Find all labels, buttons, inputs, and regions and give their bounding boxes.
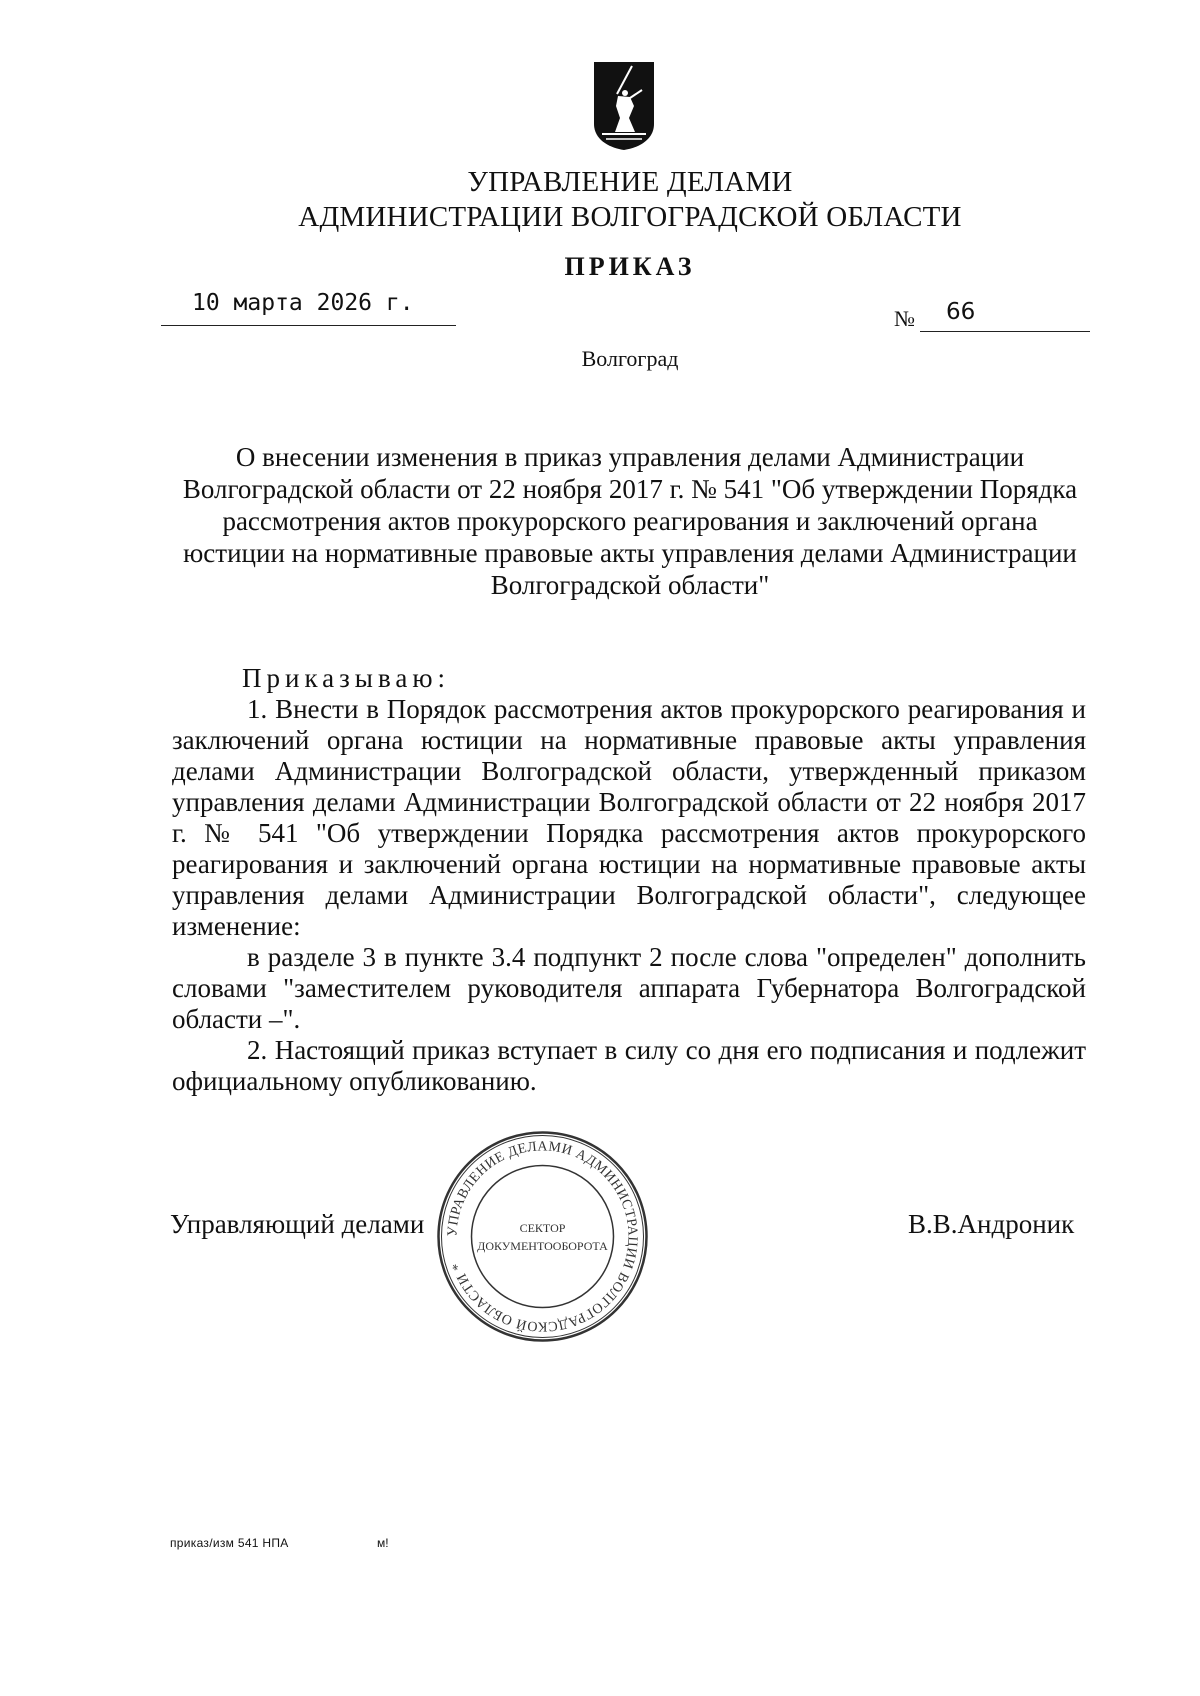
document-number: 66 [946,299,976,325]
stamp-ring-text: УПРАВЛЕНИЕ ДЕЛАМИ АДМИНИСТРАЦИИ ВОЛГОГРАДСКОЙ ОБЛАСТИ * [445,1139,640,1334]
stamp-center-line2: ДОКУМЕНТООБОРОТА [477,1239,608,1253]
svg-text:УПРАВЛЕНИЕ ДЕЛАМИ АДМИНИСТРАЦИ [445,1139,639,1333]
date-underline [161,325,456,326]
stamp-center-line1: СЕКТОР [519,1221,566,1235]
footer-reference: приказ/изм 541 НПА [170,1536,289,1550]
paragraph-2: 2. Настоящий приказ вступает в силу со дня его подписания и подлежит официальному опубликованию. [172,1035,1086,1096]
document-date: 10 марта 2026 г. [192,290,414,316]
document-body [172,663,1086,1097]
signatory-title: Управляющий делами [170,1209,425,1239]
paragraph-1: 1. Внести в Порядок рассмотрения актов прокурорского реагирования и заключений органа юстиции на нормативные правовые акты управления делами Администрации Волгоградской области, утвержденный приказом управления делами Администрации Волгоградской области от 22 ноября 2017 г. № 541 "Об утверждении Порядка рассмотрения актов прокурорского реагирования и заключений органа юстиции на нормативные правовые акты управления делами Администрации Волгоградской области", следующее изменение: [172,694,1086,941]
city: Волгоград [581,346,679,371]
number-label: № [894,306,915,331]
organization-name-line1: УПРАВЛЕНИЕ ДЕЛАМИ [467,166,793,198]
order-lead: Приказываю: [242,663,450,693]
organization-name-line2: АДМИНИСТРАЦИИ ВОЛГОГРАДСКОЙ ОБЛАСТИ [298,201,962,233]
signatory-name: В.В.Андроник [908,1209,1075,1239]
document-type: ПРИКАЗ [564,252,696,281]
number-underline [920,331,1090,332]
footer-mark: м! [377,1536,389,1550]
document-title: О внесении изменения в приказ управления делами Администрации Волгоградской области от 22 ноября 2017 г. № 541 "Об утверждении Порядка рассмотрения актов прокурорского реагирования и заключений органа юстиции на нормативные правовые акты управления делами Администрации Волгоградской области" [182,442,1078,600]
volgograd-emblem-icon [592,60,656,152]
official-stamp [435,1129,650,1344]
paragraph-1-amendment: в разделе 3 в пункте 3.4 подпункт 2 после слова "определен" дополнить словами "заместителем руководителя аппарата Губернатора Волгоградской области –". [172,942,1086,1034]
